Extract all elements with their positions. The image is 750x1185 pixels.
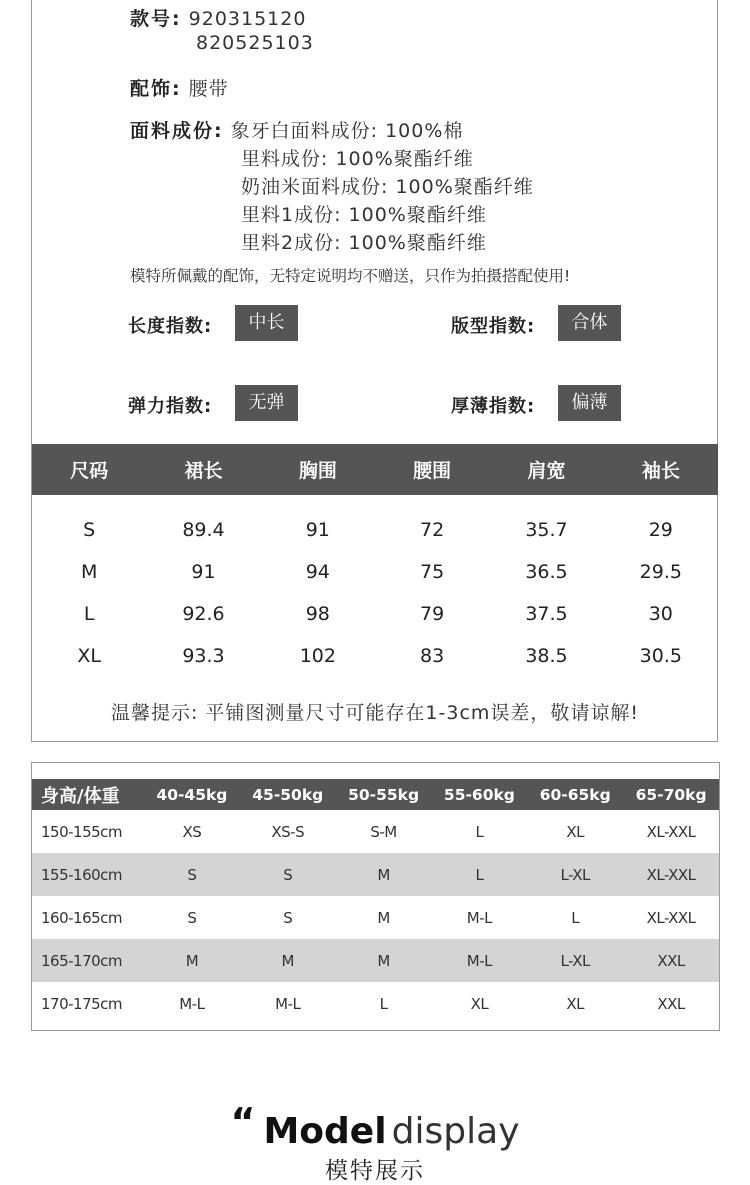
rec-size-cell: L-XL xyxy=(527,939,623,982)
rec-size-cell: XXL xyxy=(623,939,719,982)
header-size: 尺码 xyxy=(32,444,146,495)
size-cell: 94 xyxy=(305,561,330,583)
model-title-bold: Model xyxy=(263,1111,387,1152)
rec-size-cell: XL xyxy=(566,994,585,1013)
fabric-line-1: 象牙白面料成份: 100%棉 xyxy=(230,120,464,142)
rec-size-cell: XL xyxy=(566,822,585,841)
size-cell: 29.5 xyxy=(639,561,682,583)
rec-size-cell: M-L xyxy=(275,994,301,1013)
size-cell: 36.5 xyxy=(525,561,568,583)
rec-size-cell: XXL xyxy=(657,994,685,1013)
fit-index-label: 版型指数: xyxy=(451,316,536,337)
header-waist: 腰围 xyxy=(375,444,489,495)
rec-row xyxy=(32,896,719,939)
fabric-line-3: 奶油米面料成份: 100%聚酯纤维 xyxy=(241,176,534,198)
length-index-label: 长度指数: xyxy=(128,316,213,337)
rec-size-cell: S xyxy=(283,908,293,927)
fabric-line-2: 里料成份: 100%聚酯纤维 xyxy=(241,148,474,170)
elasticity-index-badge: 无弹 xyxy=(235,385,298,421)
accessory-note: 模特所佩戴的配饰，无特定说明均不赠送，只作为拍摄搭配使用! xyxy=(130,267,571,285)
elasticity-index-label: 弹力指数: xyxy=(128,396,213,417)
rec-size-cell: S xyxy=(144,853,240,896)
size-cell: 91 xyxy=(191,561,216,583)
rec-size-cell: M-L xyxy=(466,908,492,927)
accessory-label: 配饰: xyxy=(130,78,182,100)
size-row xyxy=(32,593,718,635)
rec-size-cell: L-XL xyxy=(527,853,623,896)
size-row xyxy=(32,635,718,677)
quote-mark: “ xyxy=(230,1100,256,1144)
header-bust: 胸围 xyxy=(261,444,375,495)
size-cell: 30 xyxy=(648,603,673,625)
size-cell: 75 xyxy=(420,561,445,583)
size-measurement-table xyxy=(32,444,718,677)
fabric-row xyxy=(130,116,463,143)
size-cell: 72 xyxy=(420,519,445,541)
rec-size-cell: S xyxy=(240,853,336,896)
size-cell: 98 xyxy=(305,603,330,625)
header-weight-range: 40-45kg xyxy=(144,779,240,810)
size-cell: XL xyxy=(77,645,101,667)
measurement-tip: 温馨提示: 平铺图测量尺寸可能存在1-3cm误差，敬请谅解! xyxy=(110,702,640,724)
style-number-row xyxy=(130,4,306,31)
size-cell: S xyxy=(83,519,96,541)
rec-size-cell: L xyxy=(431,853,527,896)
rec-size-cell: M xyxy=(377,908,390,927)
size-cell: 79 xyxy=(420,603,445,625)
height-cell: 150-155cm xyxy=(41,822,123,841)
size-cell: 35.7 xyxy=(525,519,568,541)
size-recommendation-table xyxy=(32,779,719,1025)
size-cell: 38.5 xyxy=(525,645,568,667)
height-cell: 160-165cm xyxy=(41,908,123,927)
size-cell: 89.4 xyxy=(182,519,225,541)
header-weight-range: 55-60kg xyxy=(431,779,527,810)
header-sleeve: 袖长 xyxy=(604,444,718,495)
size-row xyxy=(32,495,718,551)
rec-table-header-row xyxy=(32,779,719,810)
size-table-header-row xyxy=(32,444,718,495)
length-index-badge: 中长 xyxy=(235,305,298,341)
header-dress-length: 裙长 xyxy=(146,444,260,495)
style-number-1: 920315120 xyxy=(188,8,307,30)
style-number-2: 820525103 xyxy=(196,32,314,54)
rec-size-cell: M-L xyxy=(431,939,527,982)
size-cell: L xyxy=(83,603,95,625)
rec-size-cell: S-M xyxy=(370,822,397,841)
rec-size-cell: M xyxy=(240,939,336,982)
size-cell: 91 xyxy=(305,519,330,541)
fit-index-badge: 合体 xyxy=(558,305,621,341)
rec-size-cell: M-L xyxy=(179,994,205,1013)
rec-size-cell: XL-XXL xyxy=(623,853,719,896)
size-cell: 102 xyxy=(299,645,336,667)
size-cell: 30.5 xyxy=(639,645,682,667)
size-cell: 37.5 xyxy=(525,603,568,625)
fabric-line-4: 里料1成份: 100%聚酯纤维 xyxy=(241,204,487,226)
height-cell: 165-170cm xyxy=(32,939,144,982)
height-cell: 155-160cm xyxy=(32,853,144,896)
size-cell: 92.6 xyxy=(182,603,225,625)
header-shoulder: 肩宽 xyxy=(489,444,603,495)
rec-size-cell: L xyxy=(571,908,580,927)
rec-row xyxy=(32,939,719,982)
size-cell: 29 xyxy=(648,519,673,541)
rec-size-cell: M xyxy=(336,939,432,982)
thickness-index-label: 厚薄指数: xyxy=(451,396,536,417)
model-display-subtitle: 模特展示 xyxy=(325,1158,425,1184)
size-cell: 93.3 xyxy=(182,645,225,667)
header-weight-range: 65-70kg xyxy=(623,779,719,810)
size-cell: 83 xyxy=(420,645,445,667)
height-cell: 170-175cm xyxy=(41,994,123,1013)
fabric-label: 面料成份: xyxy=(130,120,224,142)
rec-row xyxy=(32,982,719,1025)
header-height-weight: 身高/体重 xyxy=(32,779,144,810)
rec-size-cell: L xyxy=(379,994,388,1013)
rec-size-cell: XL xyxy=(470,994,489,1013)
header-weight-range: 45-50kg xyxy=(240,779,336,810)
header-weight-range: 60-65kg xyxy=(527,779,623,810)
header-weight-range: 50-55kg xyxy=(336,779,432,810)
rec-size-cell: M xyxy=(144,939,240,982)
model-title-light: display xyxy=(391,1111,520,1152)
size-cell: M xyxy=(80,561,98,583)
rec-size-cell: M xyxy=(336,853,432,896)
style-number-label: 款号: xyxy=(130,8,182,30)
rec-size-cell: XL-XXL xyxy=(646,822,696,841)
fabric-line-5: 里料2成份: 100%聚酯纤维 xyxy=(241,232,487,254)
rec-row xyxy=(32,853,719,896)
rec-size-cell: XL-XXL xyxy=(646,908,696,927)
size-row xyxy=(32,551,718,593)
accessory-row xyxy=(130,74,229,101)
accessory-value: 腰带 xyxy=(188,78,229,100)
model-display-title xyxy=(0,1100,750,1152)
rec-size-cell: S xyxy=(187,908,197,927)
rec-size-cell: XS-S xyxy=(271,822,305,841)
rec-size-cell: XS xyxy=(182,822,202,841)
rec-row xyxy=(32,810,719,853)
thickness-index-badge: 偏薄 xyxy=(558,385,621,421)
rec-size-cell: L xyxy=(475,822,484,841)
